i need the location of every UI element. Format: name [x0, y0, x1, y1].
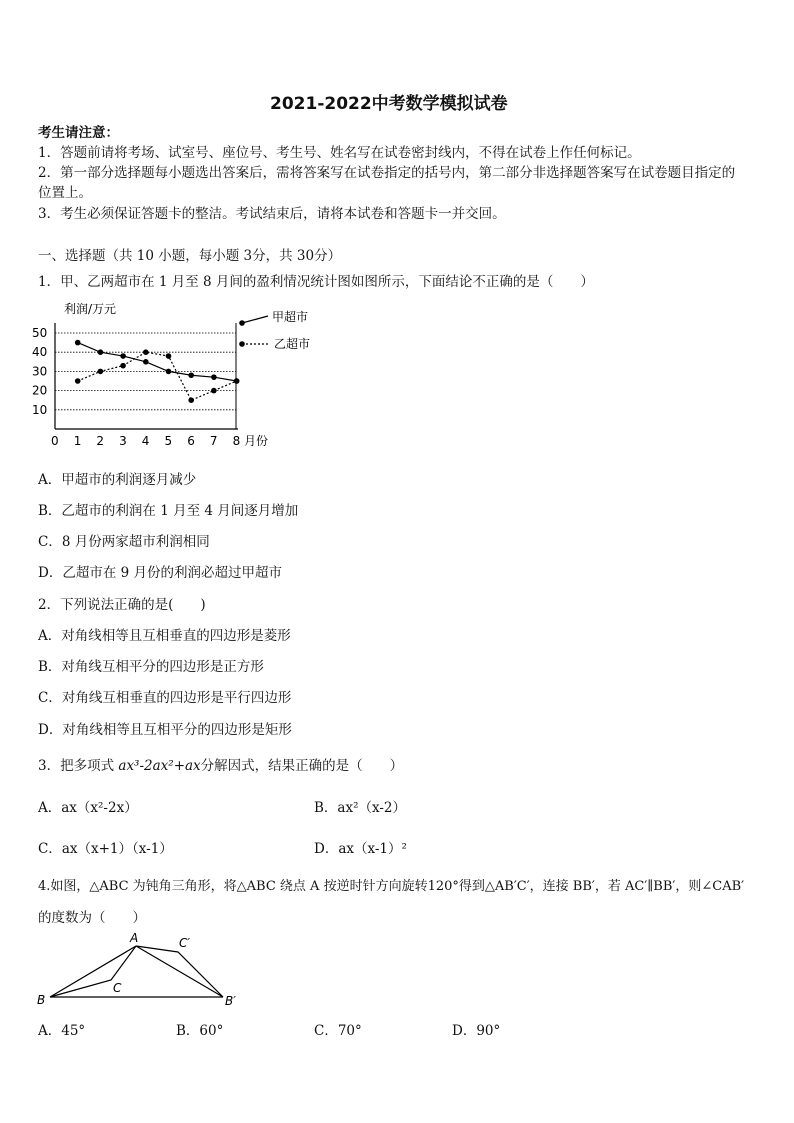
- q1-option-d: D．乙超市在 9 月份的利润必超过甲超市: [38, 565, 282, 581]
- q1-option-b: B．乙超市的利润在 1 月至 4 月间逐月增加: [38, 503, 299, 519]
- legend-label-jia: 甲超市: [272, 310, 309, 324]
- x-tick-label-7: 7: [209, 434, 218, 448]
- data-point-jia-6: [188, 372, 194, 378]
- question-4-stem-line1: 4.如图，△ABC 为钝角三角形，将△ABC 绕点 A 按逆时针方向旋转120°得到△AB′C′，连接 BB′，若 AC′∥BB′，则∠CAB′: [38, 879, 745, 894]
- legend: [239, 309, 310, 351]
- data-point-yi-3: [120, 363, 126, 369]
- data-point-yi-2: [98, 369, 104, 375]
- q3-prefix: 3．把多项式: [38, 758, 119, 774]
- q2-option-d: D．对角线相等且互相平分的四边形是矩形: [38, 722, 292, 738]
- q3-option-b: B．ax²（x-2）: [314, 800, 407, 816]
- y-tick-label-20: 20: [32, 383, 48, 398]
- x-tick-label-3: 3: [119, 434, 127, 448]
- data-point-yi-8: [234, 378, 240, 384]
- y-tick-label-50: 50: [32, 326, 48, 340]
- data-point-jia-1: [75, 340, 81, 346]
- x-tick-label-6: 6: [187, 434, 195, 448]
- q2-option-a: A．对角线相等且互相垂直的四边形是菱形: [38, 628, 291, 644]
- question-4-stem-line2: 的度数为（ ）: [38, 910, 146, 926]
- data-point-jia-4: [143, 359, 149, 365]
- x-tick-label-1: 1: [73, 434, 82, 448]
- q1-option-a: A．甲超市的利润逐月减少: [38, 472, 197, 488]
- label-b2: B′: [225, 994, 236, 1008]
- label-c: C: [113, 981, 122, 995]
- triangle-ab2c2: [136, 946, 223, 997]
- q3-option-d: D．ax（x-1）²: [314, 841, 407, 857]
- y-tick-label-30: 30: [32, 364, 48, 379]
- legend-marker-yi: [239, 341, 245, 347]
- chart-ticks: [32, 326, 240, 448]
- q2-option-b: B．对角线互相平分的四边形是正方形: [38, 659, 264, 675]
- q3-option-a: A．ax（x²-2x）: [38, 800, 138, 816]
- q3-option-c: C．ax（x+1）（x-1）: [38, 841, 173, 857]
- question-1-stem: 1．甲、乙两超市在 1 月至 8 月间的盈利情况统计图如图所示，下面结论不正确的是（ ）: [38, 274, 594, 290]
- chart-xlabel: 月份: [244, 434, 269, 448]
- q3-expression: ax³-2ax²+ax: [118, 758, 201, 774]
- q4-option-c: C．70°: [314, 1023, 362, 1039]
- legend-line-jia: [242, 316, 268, 323]
- x-tick-label-0: 0: [51, 434, 59, 448]
- label-c2: C′: [179, 936, 191, 950]
- data-point-yi-7: [211, 388, 217, 394]
- notice-item-1: 1．答题前请将考场、试室号、座位号、考生号、姓名写在试卷密封线内，不得在试卷上作任何标记。: [38, 145, 641, 161]
- data-point-jia-2: [98, 349, 104, 355]
- q4-option-b: B．60°: [176, 1023, 224, 1039]
- q1-option-c: C．8 月份两家超市利润相同: [38, 534, 210, 550]
- q3-suffix: 分解因式，结果正确的是（ ）: [200, 758, 404, 774]
- triangle-rotation-figure: [34, 928, 246, 1012]
- legend-marker-jia: [239, 320, 245, 326]
- data-point-jia-7: [211, 374, 217, 380]
- q4-option-a: A．45°: [38, 1023, 86, 1039]
- notice-item-3: 3．考生必须保证答题卡的整洁。考试结束后，请将本试卷和答题卡一并交回。: [38, 206, 506, 222]
- triangle-abc: [50, 946, 136, 997]
- label-a: A: [130, 931, 139, 945]
- notice-item-2: 2．第一部分选择题每小题选出答案后，需将答案写在试卷指定的括号内，第二部分非选择题答案写在试卷题目指定的: [38, 165, 736, 181]
- section-heading: 一、选择题（共 10 小题，每小题 3分，共 30分）: [38, 248, 342, 264]
- label-b: B: [37, 993, 46, 1007]
- data-point-yi-4: [143, 349, 149, 355]
- data-point-jia-5: [166, 369, 172, 375]
- legend-label-yi: 乙超市: [274, 337, 311, 351]
- question-3-stem: [38, 754, 403, 774]
- page-title: 2021-2022中考数学模拟试卷: [270, 94, 508, 114]
- x-tick-label-2: 2: [96, 434, 105, 448]
- y-tick-label-10: 10: [32, 402, 48, 417]
- notice-item-2-cont: 位置上。: [38, 185, 92, 201]
- question-2-stem: 2．下列说法正确的是( ): [38, 597, 206, 613]
- y-tick-label-40: 40: [32, 345, 48, 360]
- notice-heading: 考生请注意：: [38, 125, 119, 141]
- chart-ylabel: 利润/万元: [64, 302, 117, 316]
- data-point-yi-1: [75, 378, 81, 384]
- q2-option-c: C．对角线互相垂直的四边形是平行四边形: [38, 690, 292, 706]
- data-point-yi-5: [166, 353, 172, 359]
- x-tick-label-5: 5: [164, 434, 173, 448]
- data-point-yi-6: [188, 397, 194, 403]
- q4-option-d: D．90°: [452, 1023, 501, 1039]
- data-point-jia-3: [120, 353, 126, 359]
- x-tick-label-8: 8: [232, 434, 241, 448]
- x-tick-label-4: 4: [141, 434, 150, 448]
- profit-line-chart: [30, 296, 330, 456]
